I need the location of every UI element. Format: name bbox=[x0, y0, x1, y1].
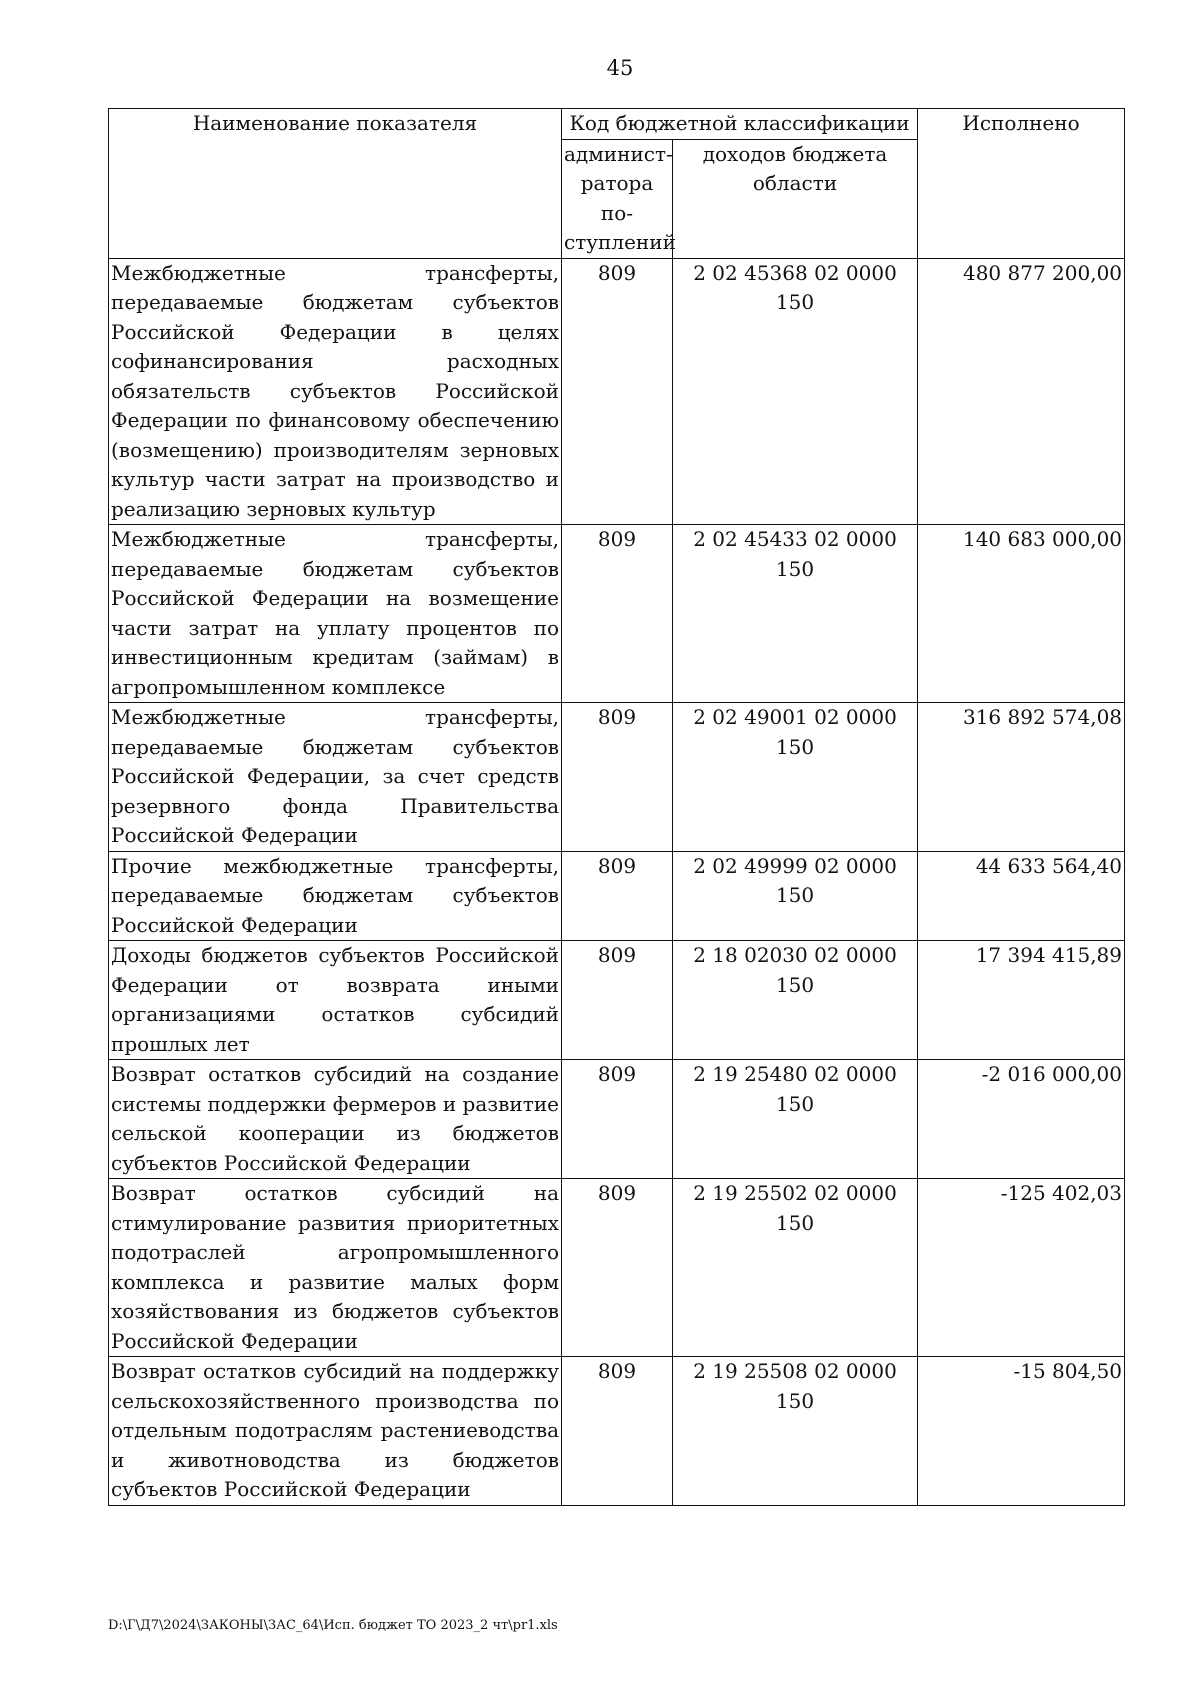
table-row bbox=[109, 1179, 1125, 1357]
executed-amount: 480 877 200,00 bbox=[918, 258, 1125, 525]
header-executed: Исполнено bbox=[918, 109, 1125, 259]
indicator-name: Возврат остатков субсидий на поддержку сельскохозяйственного производства по отдельным подотраслям растениеводства и животноводства из бюджетов субъектов Российской Федерации bbox=[109, 1357, 562, 1506]
executed-amount: 316 892 574,08 bbox=[918, 703, 1125, 852]
indicator-name: Межбюджетные трансферты, передаваемые бюджетам субъектов Российской Федерации в целях софинансирования расходных обязательств субъектов Российской Федерации по финансовому обеспечению (возмещению) производителям зерновых культур части затрат на производство и реализацию зерновых культур bbox=[109, 258, 562, 525]
header-row-1 bbox=[109, 109, 1125, 140]
indicator-name: Доходы бюджетов субъектов Российской Федерации от возврата иными организациями остатков субсидий прошлых лет bbox=[109, 941, 562, 1060]
administrator-code: 809 bbox=[562, 1179, 673, 1357]
income-classification-code: 2 19 25502 02 0000 150 bbox=[673, 1179, 918, 1357]
table-row bbox=[109, 851, 1125, 941]
income-classification-code: 2 02 49999 02 0000 150 bbox=[673, 851, 918, 941]
indicator-name: Межбюджетные трансферты, передаваемые бюджетам субъектов Российской Федерации на возмещение части затрат на уплату процентов по инвестиционным кредитам (займам) в агропромышленном комплексе bbox=[109, 525, 562, 703]
income-classification-code: 2 02 45433 02 0000 150 bbox=[673, 525, 918, 703]
administrator-code: 809 bbox=[562, 525, 673, 703]
administrator-code: 809 bbox=[562, 703, 673, 852]
table-row bbox=[109, 1357, 1125, 1506]
header-administrator: админист-ратора по-ступлений bbox=[562, 139, 673, 258]
administrator-code: 809 bbox=[562, 941, 673, 1060]
executed-amount: -125 402,03 bbox=[918, 1179, 1125, 1357]
income-classification-code: 2 18 02030 02 0000 150 bbox=[673, 941, 918, 1060]
income-classification-code: 2 19 25508 02 0000 150 bbox=[673, 1357, 918, 1506]
table-row bbox=[109, 703, 1125, 852]
indicator-name: Прочие межбюджетные трансферты, передаваемые бюджетам субъектов Российской Федерации bbox=[109, 851, 562, 941]
administrator-code: 809 bbox=[562, 1357, 673, 1506]
executed-amount: -15 804,50 bbox=[918, 1357, 1125, 1506]
table-row bbox=[109, 258, 1125, 525]
indicator-name: Межбюджетные трансферты, передаваемые бюджетам субъектов Российской Федерации, за счет средств резервного фонда Правительства Российской Федерации bbox=[109, 703, 562, 852]
executed-amount: 140 683 000,00 bbox=[918, 525, 1125, 703]
table-row bbox=[109, 1060, 1125, 1179]
table-row bbox=[109, 941, 1125, 1060]
indicator-name: Возврат остатков субсидий на стимулирование развития приоритетных подотраслей агропромышленного комплекса и развитие малых форм хозяйствования из бюджетов субъектов Российской Федерации bbox=[109, 1179, 562, 1357]
executed-amount: -2 016 000,00 bbox=[918, 1060, 1125, 1179]
income-classification-code: 2 02 49001 02 0000 150 bbox=[673, 703, 918, 852]
file-path-footer: D:\Г\Д7\2024\ЗАКОНЫ\ЗАС_64\Исп. бюджет ТО 2023_2 чт\pr1.xls bbox=[108, 1618, 558, 1633]
table-body bbox=[109, 258, 1125, 1505]
page-number: 45 bbox=[606, 56, 634, 80]
income-classification-code: 2 02 45368 02 0000 150 bbox=[673, 258, 918, 525]
table-row bbox=[109, 525, 1125, 703]
header-name: Наименование показателя bbox=[109, 109, 562, 259]
executed-amount: 17 394 415,89 bbox=[918, 941, 1125, 1060]
income-classification-code: 2 19 25480 02 0000 150 bbox=[673, 1060, 918, 1179]
header-income-code: доходов бюджета области bbox=[673, 139, 918, 258]
administrator-code: 809 bbox=[562, 1060, 673, 1179]
administrator-code: 809 bbox=[562, 258, 673, 525]
administrator-code: 809 bbox=[562, 851, 673, 941]
header-budget-code: Код бюджетной классификации bbox=[562, 109, 918, 140]
executed-amount: 44 633 564,40 bbox=[918, 851, 1125, 941]
budget-table bbox=[108, 108, 1125, 1506]
indicator-name: Возврат остатков субсидий на создание системы поддержки фермеров и развитие сельской кооперации из бюджетов субъектов Российской Федерации bbox=[109, 1060, 562, 1179]
